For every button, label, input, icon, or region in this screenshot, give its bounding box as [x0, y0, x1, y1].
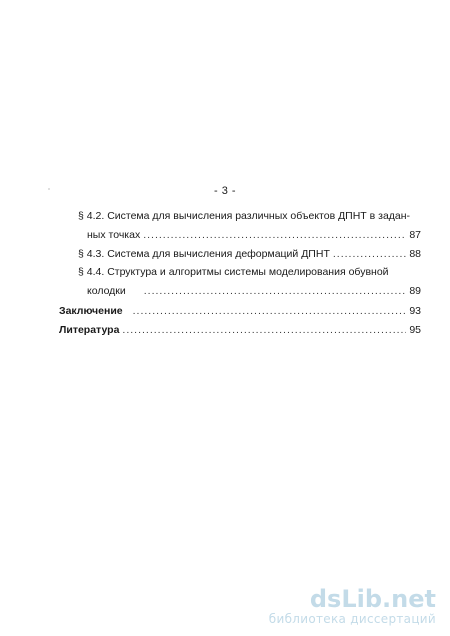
- dot-leader: [143, 229, 406, 242]
- toc-item-4-4-page: 89: [409, 285, 421, 297]
- page-number: - 3 -: [213, 185, 237, 197]
- toc-item-4-2-line1: § 4.2. Система для вычисления различных объектов ДПНТ в задан-: [78, 210, 411, 222]
- watermark: [246, 586, 436, 626]
- dot-leader: [333, 248, 406, 261]
- dot-leader: [144, 285, 407, 298]
- toc-item-4-4-continuation: колодки: [87, 285, 126, 297]
- toc-item-conclusion-page: 93: [409, 305, 421, 317]
- toc-item-4-3-title: § 4.3. Система для вычисления деформаций ДПНТ: [78, 248, 330, 260]
- toc-item-literature-title: Литература: [59, 324, 120, 336]
- dot-leader: [122, 324, 406, 337]
- dot-leader: [133, 305, 407, 318]
- toc-item-4-2-continuation: ных точках: [87, 229, 141, 241]
- toc-item-conclusion: [59, 305, 421, 318]
- toc-item-4-4-line1: § 4.4. Структура и алгоритмы системы моделирования обувной: [78, 266, 389, 278]
- toc-item-4-2-page: 87: [409, 229, 421, 241]
- watermark-subtitle: библиотека диссертаций: [268, 612, 436, 626]
- toc-item-conclusion-title: Заключение: [59, 305, 123, 317]
- toc-item-4-3-page: 88: [409, 248, 421, 260]
- toc-item-4-2-line2: [87, 229, 421, 242]
- watermark-logo: dsLib.net: [309, 585, 436, 613]
- toc-item-4-4-line2: [87, 285, 421, 298]
- toc-item-literature: [59, 324, 421, 337]
- toc-item-4-3: [78, 248, 421, 261]
- toc-item-literature-page: 95: [409, 324, 421, 336]
